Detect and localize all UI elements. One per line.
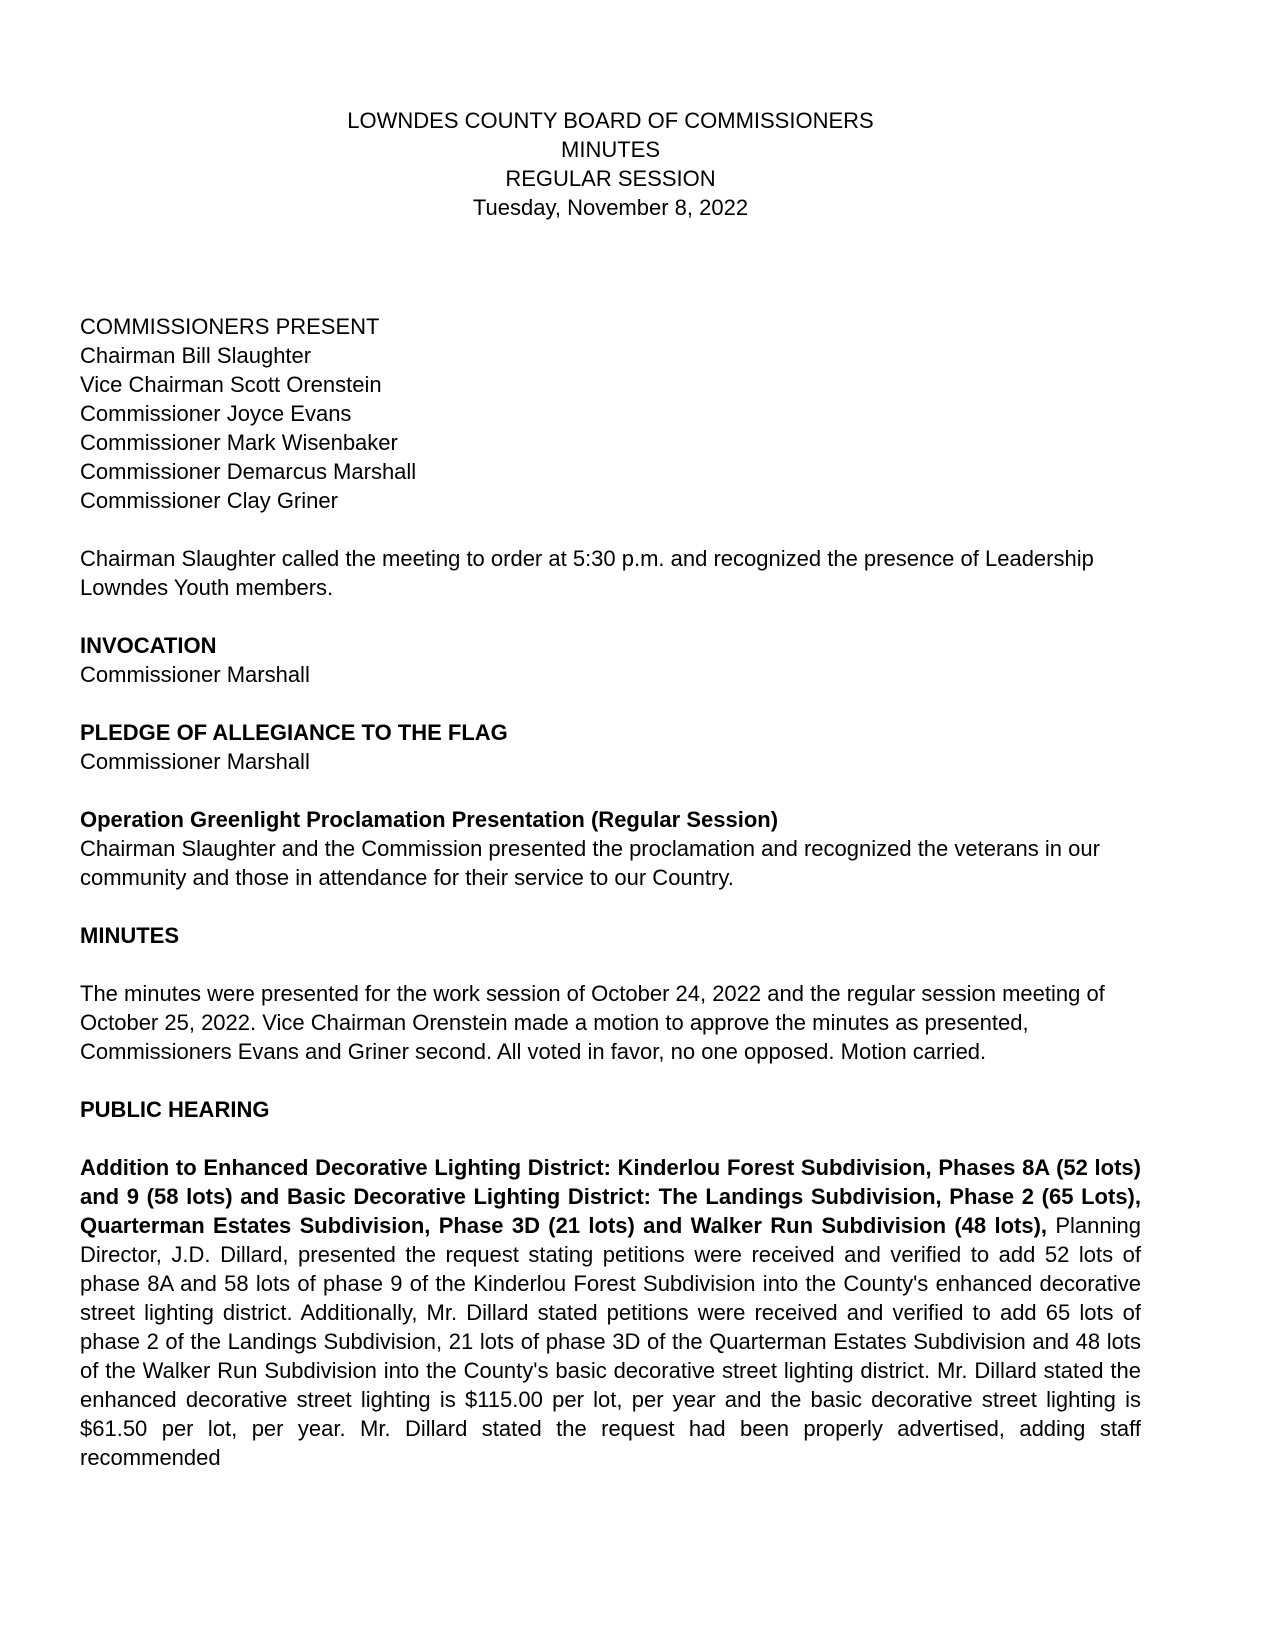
commissioner-name: Commissioner Demarcus Marshall	[80, 459, 417, 484]
commissioner-name: Commissioner Mark Wisenbaker	[80, 430, 398, 455]
pledge-section	[80, 718, 1141, 776]
invocation-heading: INVOCATION	[80, 633, 217, 658]
minutes-heading: MINUTES	[80, 923, 179, 948]
minutes-section	[80, 921, 1141, 1066]
doc-title: LOWNDES COUNTY BOARD OF COMMISSIONERS	[347, 108, 874, 133]
commissioner-name: Vice Chairman Scott Orenstein	[80, 372, 382, 397]
commissioners-present-section	[80, 312, 1141, 515]
proclamation-body: Chairman Slaughter and the Commission presented the proclamation and recognized the veterans in our community and those in attendance for their service to our Country.	[80, 836, 1100, 890]
doc-date: Tuesday, November 8, 2022	[472, 195, 749, 220]
document-header	[80, 106, 1141, 222]
commissioner-name: Commissioner Clay Griner	[80, 488, 338, 513]
invocation-body: Commissioner Marshall	[80, 662, 310, 687]
public-hearing-item-title: Addition to Enhanced Decorative Lighting District: Kinderlou Forest Subdivision, Phases 8A (52 lots) and 9 (58 lots) and Basic Decorative Lighting District: The Landings Subdivision, Phase 2 (65 Lots), Quarterman Estates Subdivision, Phase 3D (21 lots) and Walker Run Subdivision (48 lots),	[80, 1155, 1141, 1238]
public-hearing-item-body: Planning Director, J.D. Dillard, presented the request stating petitions were received and verified to add 52 lots of phase 8A and 58 lots of phase 9 of the Kinderlou Forest Subdivision into the County's enhanced decorative street lighting district. Additionally, Mr. Dillard stated petitions were received and verified to add 65 lots of phase 2 of the Landings Subdivision, 21 lots of phase 3D of the Quarterman Estates Subdivision and 48 lots of the Walker Run Subdivision into the County's basic decorative street lighting district. Mr. Dillard stated the enhanced decorative street lighting is $115.00 per lot, per year and the basic decorative street lighting is $61.50 per lot, per year. Mr. Dillard stated the request had been properly advertised, adding staff recommended	[80, 1213, 1141, 1470]
doc-subtitle-minutes: MINUTES	[561, 137, 660, 162]
doc-subtitle-session: REGULAR SESSION	[505, 166, 716, 191]
commissioner-name: Chairman Bill Slaughter	[80, 343, 312, 368]
public-hearing-section	[80, 1095, 1141, 1472]
proclamation-heading: Operation Greenlight Proclamation Presentation (Regular Session)	[80, 807, 779, 832]
proclamation-section	[80, 805, 1141, 892]
pledge-heading: PLEDGE OF ALLEGIANCE TO THE FLAG	[80, 720, 508, 745]
call-to-order-section	[80, 544, 1141, 602]
call-to-order-paragraph: Chairman Slaughter called the meeting to order at 5:30 p.m. and recognized the presence of Leadership Lowndes Youth members.	[80, 546, 1094, 600]
commissioners-present-heading: COMMISSIONERS PRESENT	[80, 314, 380, 339]
public-hearing-item	[80, 1153, 1141, 1472]
pledge-body: Commissioner Marshall	[80, 749, 310, 774]
commissioner-name: Commissioner Joyce Evans	[80, 401, 352, 426]
public-hearing-heading: PUBLIC HEARING	[80, 1097, 270, 1122]
invocation-section	[80, 631, 1141, 689]
minutes-body: The minutes were presented for the work session of October 24, 2022 and the regular session meeting of October 25, 2022. Vice Chairman Orenstein made a motion to approve the minutes as presented, Commissioners Evans and Griner second. All voted in favor, no one opposed. Motion carried.	[80, 981, 1105, 1064]
